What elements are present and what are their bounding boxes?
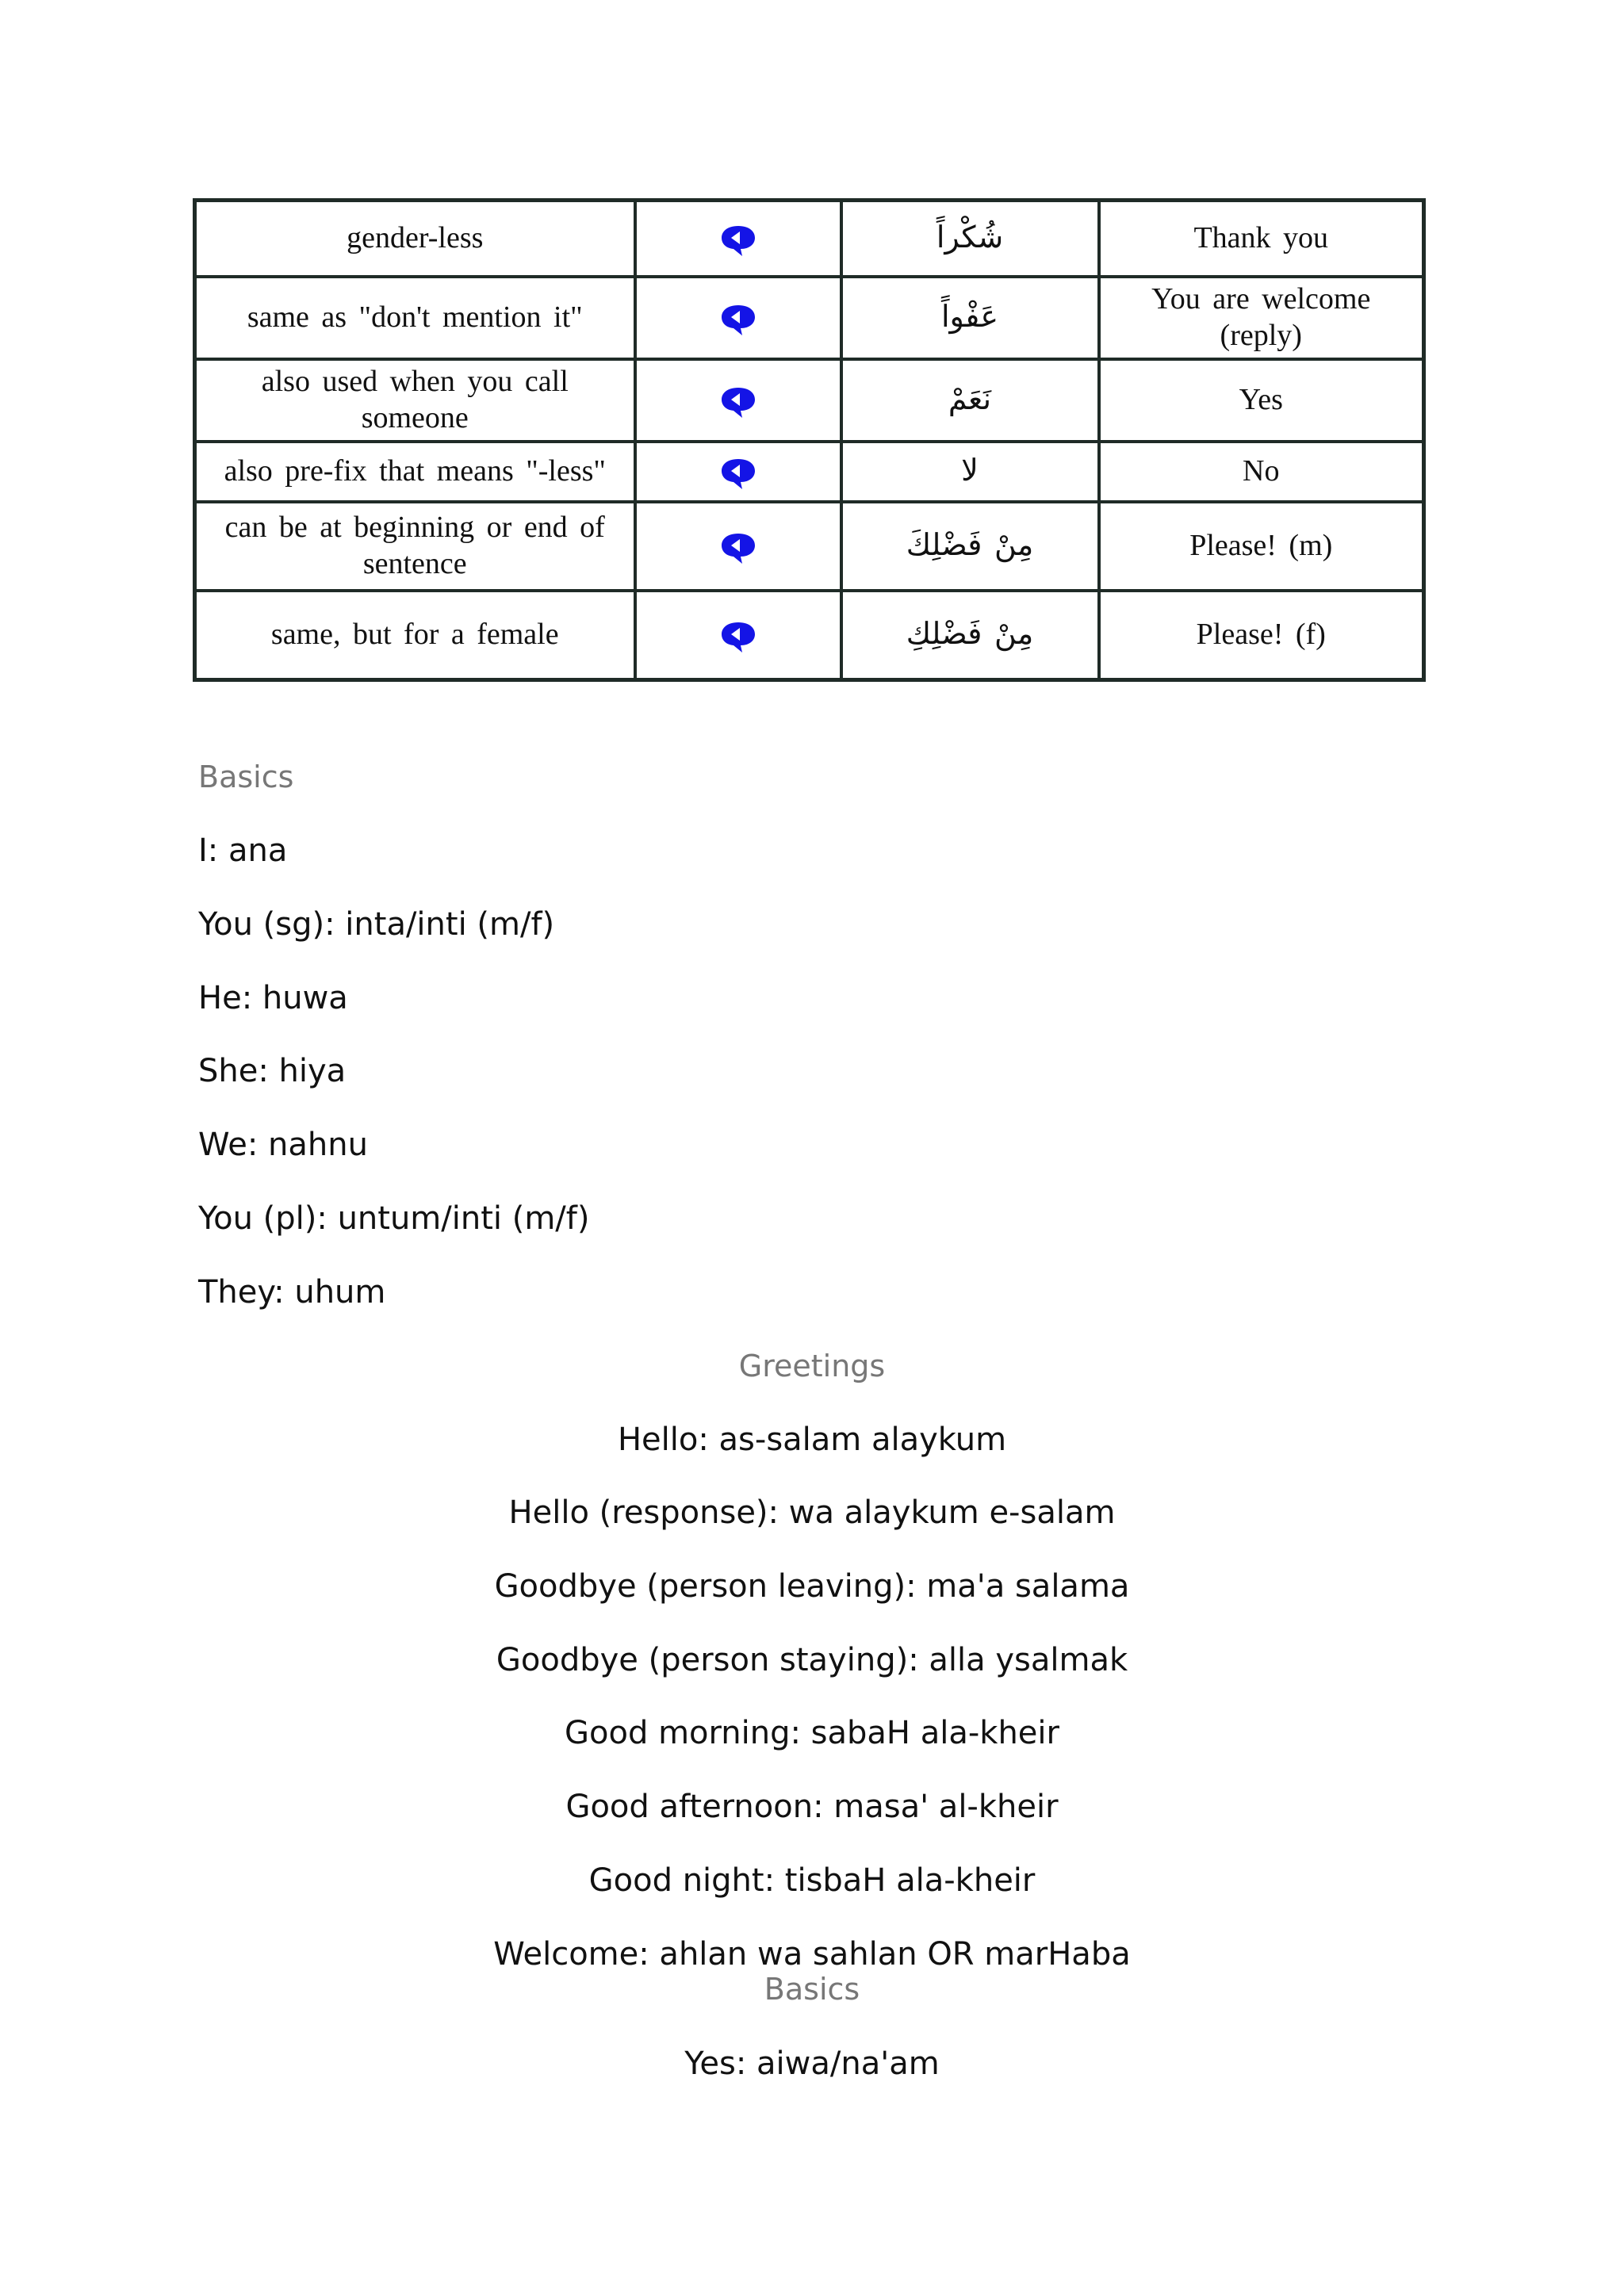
audio-cell[interactable] xyxy=(635,359,841,442)
greeting-line: Good night: tisbaH ala-kheir xyxy=(588,1862,1036,1899)
speech-bubble-icon[interactable] xyxy=(718,530,758,565)
arabic-word: نَعَمْ xyxy=(841,359,1099,442)
arabic-word: مِنْ فَضْلِكَ xyxy=(841,502,1099,591)
greeting-line: Hello (response): wa alaykum e-salam xyxy=(508,1494,1116,1531)
greeting-line: Goodbye (person leaving): ma'a salama xyxy=(494,1568,1130,1605)
english-meaning: Please! (m) xyxy=(1099,502,1424,591)
pronoun-line: You (pl): untum/inti (m/f) xyxy=(198,1200,590,1237)
greeting-line: Good morning: sabaH ala-kheir xyxy=(565,1715,1059,1751)
speech-bubble-icon[interactable] xyxy=(718,385,758,419)
usage-note: gender-less xyxy=(195,201,635,277)
greeting-line: Hello: as-salam alaykum xyxy=(617,1422,1007,1458)
table-row xyxy=(195,359,1424,442)
english-meaning: Thank you xyxy=(1099,201,1424,277)
audio-cell[interactable] xyxy=(635,591,841,680)
speech-bubble-icon[interactable] xyxy=(718,302,758,337)
basics-heading-2: Basics xyxy=(764,1972,860,2007)
audio-cell[interactable] xyxy=(635,201,841,277)
greetings-heading: Greetings xyxy=(738,1349,886,1383)
audio-cell[interactable] xyxy=(635,502,841,591)
pronoun-line: We: nahnu xyxy=(198,1127,368,1163)
table-row xyxy=(195,277,1424,359)
usage-note: also used when you call someone xyxy=(195,359,635,442)
table-row xyxy=(195,442,1424,502)
pronoun-line: I: ana xyxy=(198,832,288,869)
pronoun-line: He: huwa xyxy=(198,980,348,1016)
basics-line: Yes: aiwa/na'am xyxy=(684,2045,940,2082)
usage-note: same as "don't mention it" xyxy=(195,277,635,359)
arabic-word: لا xyxy=(841,442,1099,502)
english-meaning: No xyxy=(1099,442,1424,502)
usage-note: can be at beginning or end of sentence xyxy=(195,502,635,591)
table-row xyxy=(195,502,1424,591)
english-meaning: Yes xyxy=(1099,359,1424,442)
greeting-line: Welcome: ahlan wa sahlan OR marHaba xyxy=(493,1936,1131,1973)
table-row xyxy=(195,591,1424,680)
speech-bubble-icon[interactable] xyxy=(718,619,758,654)
english-meaning: You are welcome (reply) xyxy=(1099,277,1424,359)
pronoun-line: She: hiya xyxy=(198,1053,347,1089)
audio-cell[interactable] xyxy=(635,277,841,359)
pronoun-line: They: uhum xyxy=(198,1274,386,1311)
speech-bubble-icon[interactable] xyxy=(718,456,758,491)
greeting-line: Goodbye (person staying): alla ysalmak xyxy=(496,1642,1128,1678)
greeting-line: Good afternoon: masa' al-kheir xyxy=(565,1789,1059,1825)
arabic-word: شُكْراً xyxy=(841,201,1099,277)
table-row xyxy=(195,201,1424,277)
pronoun-line: You (sg): inta/inti (m/f) xyxy=(198,906,555,943)
english-meaning: Please! (f) xyxy=(1099,591,1424,680)
arabic-word: عَفْواً xyxy=(841,277,1099,359)
arabic-word: مِنْ فَضْلِكِ xyxy=(841,591,1099,680)
speech-bubble-icon[interactable] xyxy=(718,223,758,258)
usage-note: also pre-fix that means "-less" xyxy=(195,442,635,502)
basics-heading: Basics xyxy=(198,760,294,794)
usage-note: same, but for a female xyxy=(195,591,635,680)
vocabulary-table xyxy=(193,198,1426,682)
audio-cell[interactable] xyxy=(635,442,841,502)
